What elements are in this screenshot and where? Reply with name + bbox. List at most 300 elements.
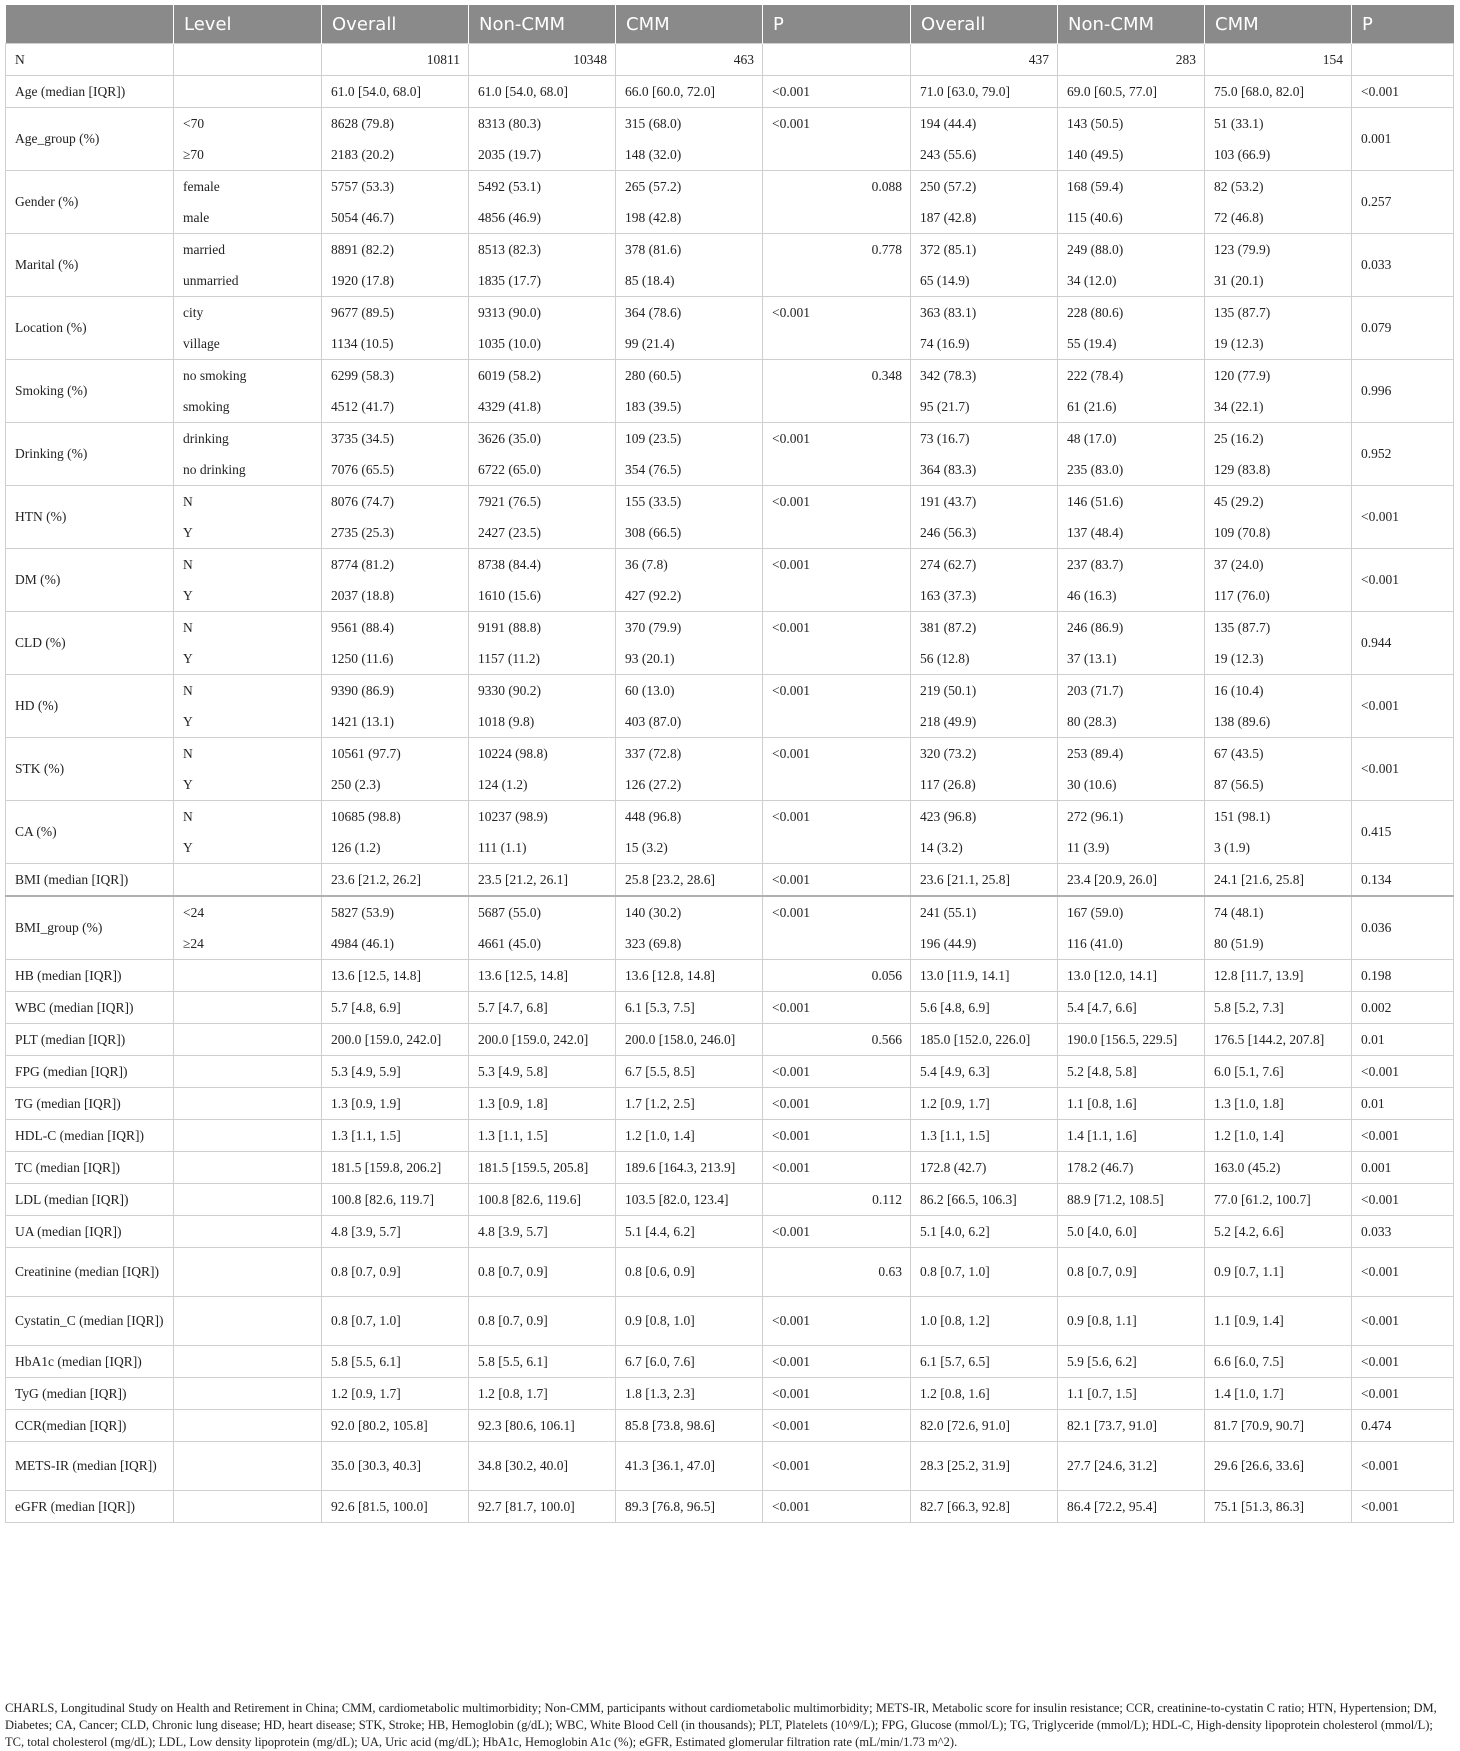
value-cell: 5.4 [4.9, 6.3] [911,1056,1058,1088]
table-row [6,360,1454,392]
value-cell: 86.4 [72.2, 95.4] [1058,1491,1205,1523]
p-value-cell: 0.198 [1352,960,1454,992]
value-cell: 6722 (65.0) [469,454,616,486]
value-cell: 237 (83.7) [1058,549,1205,581]
variable-label: Age (median [IQR]) [6,76,174,108]
value-cell: 124 (1.2) [469,769,616,801]
variable-label: Location (%) [6,297,174,360]
level-cell [174,1152,322,1184]
value-cell: 56 (12.8) [911,643,1058,675]
p-value-cell: <0.001 [763,896,911,928]
level-cell: no smoking [174,360,322,392]
value-cell: 191 (43.7) [911,486,1058,518]
p-value-cell: <0.001 [763,423,911,455]
variable-label: BMI (median [IQR]) [6,864,174,897]
p-value-cell: <0.001 [763,1297,911,1346]
value-cell: 82.7 [66.3, 92.8] [911,1491,1058,1523]
value-cell: 5.6 [4.8, 6.9] [911,992,1058,1024]
value-cell: 1920 (17.8) [322,265,469,297]
value-cell: 28.3 [25.2, 31.9] [911,1442,1058,1491]
table-row [6,1088,1454,1120]
column-header: CMM [1205,5,1352,44]
value-cell: 1250 (11.6) [322,643,469,675]
value-cell: 0.8 [0.7, 1.0] [911,1248,1058,1297]
value-cell: 1.3 [1.0, 1.8] [1205,1088,1352,1120]
variable-label: TG (median [IQR]) [6,1088,174,1120]
value-cell: 37 (13.1) [1058,643,1205,675]
p-value-cell [763,328,911,360]
value-cell: 9313 (90.0) [469,297,616,329]
value-cell: 11 (3.9) [1058,832,1205,864]
table-row [6,1297,1454,1346]
variable-label: Gender (%) [6,171,174,234]
value-cell: 117 (76.0) [1205,580,1352,612]
variable-label: Drinking (%) [6,423,174,486]
table-row [6,992,1454,1024]
value-cell: 5.2 [4.2, 6.6] [1205,1216,1352,1248]
value-cell: 167 (59.0) [1058,896,1205,928]
value-cell: 140 (49.5) [1058,139,1205,171]
p-value-cell: <0.001 [763,864,911,897]
table-row [6,1024,1454,1056]
value-cell: 151 (98.1) [1205,801,1352,833]
p-value-cell [763,832,911,864]
value-cell: 1.3 [1.1, 1.5] [469,1120,616,1152]
value-cell: 82.1 [73.7, 91.0] [1058,1410,1205,1442]
value-cell: 1.8 [1.3, 2.3] [616,1378,763,1410]
value-cell: 1.3 [1.1, 1.5] [911,1120,1058,1152]
value-cell: 155 (33.5) [616,486,763,518]
p-value-cell [763,769,911,801]
table-row [6,1216,1454,1248]
table-row [6,234,1454,266]
table-row [6,896,1454,928]
variable-label: DM (%) [6,549,174,612]
value-cell: 6.6 [6.0, 7.5] [1205,1346,1352,1378]
variable-label: FPG (median [IQR]) [6,1056,174,1088]
table-row [6,1248,1454,1297]
value-cell: 100.8 [82.6, 119.6] [469,1184,616,1216]
value-cell: 2037 (18.8) [322,580,469,612]
value-cell: 280 (60.5) [616,360,763,392]
column-header: P [1352,5,1454,44]
value-cell: 123 (79.9) [1205,234,1352,266]
value-cell: 272 (96.1) [1058,801,1205,833]
p-value-cell: 0.001 [1352,1152,1454,1184]
table-header-row [6,5,1454,44]
value-cell: 0.8 [0.7, 0.9] [1058,1248,1205,1297]
value-cell: 2427 (23.5) [469,517,616,549]
value-cell: 23.5 [21.2, 26.1] [469,864,616,897]
value-cell: 3626 (35.0) [469,423,616,455]
value-cell: 5.8 [5.5, 6.1] [322,1346,469,1378]
value-cell: 1.0 [0.8, 1.2] [911,1297,1058,1346]
value-cell: 163 (37.3) [911,580,1058,612]
value-cell: 2035 (19.7) [469,139,616,171]
level-cell: drinking [174,423,322,455]
variable-label: HbA1c (median [IQR]) [6,1346,174,1378]
variable-label: PLT (median [IQR]) [6,1024,174,1056]
value-cell: 253 (89.4) [1058,738,1205,770]
value-cell: 4512 (41.7) [322,391,469,423]
value-cell: 109 (23.5) [616,423,763,455]
value-cell: 5.8 [5.5, 6.1] [469,1346,616,1378]
p-value-cell [763,706,911,738]
variable-label: TyG (median [IQR]) [6,1378,174,1410]
value-cell: 1.2 [0.8, 1.6] [911,1378,1058,1410]
value-cell: 13.0 [12.0, 14.1] [1058,960,1205,992]
value-cell: 73 (16.7) [911,423,1058,455]
p-value-cell [1352,44,1454,76]
value-cell: 323 (69.8) [616,928,763,960]
p-value-cell: <0.001 [1352,1378,1454,1410]
table-row [6,675,1454,707]
p-value-cell: <0.001 [763,612,911,644]
value-cell: 10348 [469,44,616,76]
value-cell: 0.9 [0.8, 1.1] [1058,1297,1205,1346]
level-cell [174,1410,322,1442]
value-cell: 87 (56.5) [1205,769,1352,801]
variable-label: METS-IR (median [IQR]) [6,1442,174,1491]
column-header: Non-CMM [469,5,616,44]
p-value-cell [763,265,911,297]
value-cell: 249 (88.0) [1058,234,1205,266]
table-row [6,391,1454,423]
value-cell: 29.6 [26.6, 33.6] [1205,1442,1352,1491]
value-cell: 1835 (17.7) [469,265,616,297]
value-cell: 109 (70.8) [1205,517,1352,549]
value-cell: 4984 (46.1) [322,928,469,960]
p-value-cell: <0.001 [763,1346,911,1378]
value-cell: 6.7 [5.5, 8.5] [616,1056,763,1088]
p-value-cell: <0.001 [763,801,911,833]
value-cell: 81.7 [70.9, 90.7] [1205,1410,1352,1442]
value-cell: 74 (48.1) [1205,896,1352,928]
p-value-cell: 0.079 [1352,297,1454,360]
table-row [6,297,1454,329]
p-value-cell: <0.001 [763,1056,911,1088]
value-cell: 163.0 (45.2) [1205,1152,1352,1184]
p-value-cell: <0.001 [1352,1491,1454,1523]
value-cell: 126 (27.2) [616,769,763,801]
value-cell: 198 (42.8) [616,202,763,234]
value-cell: 181.5 [159.8, 206.2] [322,1152,469,1184]
value-cell: 200.0 [159.0, 242.0] [322,1024,469,1056]
value-cell: 5827 (53.9) [322,896,469,928]
variable-label: HTN (%) [6,486,174,549]
value-cell: 140 (30.2) [616,896,763,928]
value-cell: 3735 (34.5) [322,423,469,455]
table-row [6,928,1454,960]
value-cell: 34.8 [30.2, 40.0] [469,1442,616,1491]
p-value-cell: <0.001 [1352,1297,1454,1346]
value-cell: 283 [1058,44,1205,76]
level-cell [174,864,322,897]
value-cell: 117 (26.8) [911,769,1058,801]
value-cell: 178.2 (46.7) [1058,1152,1205,1184]
value-cell: 6.1 [5.7, 6.5] [911,1346,1058,1378]
value-cell: 1035 (10.0) [469,328,616,360]
table-row [6,1442,1454,1491]
value-cell: 6019 (58.2) [469,360,616,392]
table-row [6,706,1454,738]
value-cell: 5.4 [4.7, 6.6] [1058,992,1205,1024]
value-cell: 5.3 [4.9, 5.9] [322,1056,469,1088]
value-cell: 203 (71.7) [1058,675,1205,707]
value-cell: 172.8 (42.7) [911,1152,1058,1184]
value-cell: 71.0 [63.0, 79.0] [911,76,1058,108]
value-cell: 143 (50.5) [1058,108,1205,140]
p-value-cell: <0.001 [1352,1248,1454,1297]
value-cell: 5.9 [5.6, 6.2] [1058,1346,1205,1378]
value-cell: 103 (66.9) [1205,139,1352,171]
level-cell: Y [174,769,322,801]
p-value-cell: 0.134 [1352,864,1454,897]
value-cell: 1018 (9.8) [469,706,616,738]
value-cell: 31 (20.1) [1205,265,1352,297]
p-value-cell: 0.415 [1352,801,1454,864]
value-cell: 1.3 [1.1, 1.5] [322,1120,469,1152]
value-cell: 235 (83.0) [1058,454,1205,486]
level-cell: N [174,549,322,581]
value-cell: 69.0 [60.5, 77.0] [1058,76,1205,108]
value-cell: 246 (56.3) [911,517,1058,549]
variable-label: Creatinine (median [IQR]) [6,1248,174,1297]
p-value-cell: <0.001 [763,1491,911,1523]
p-value-cell: 0.036 [1352,896,1454,960]
p-value-cell: <0.001 [763,992,911,1024]
p-value-cell: 0.01 [1352,1024,1454,1056]
variable-label: TC (median [IQR]) [6,1152,174,1184]
value-cell: 8313 (80.3) [469,108,616,140]
value-cell: 148 (32.0) [616,139,763,171]
value-cell: 5.2 [4.8, 5.8] [1058,1056,1205,1088]
level-cell: village [174,328,322,360]
value-cell: 372 (85.1) [911,234,1058,266]
value-cell: 0.8 [0.7, 1.0] [322,1297,469,1346]
value-cell: 250 (2.3) [322,769,469,801]
value-cell: 6299 (58.3) [322,360,469,392]
p-value-cell [763,391,911,423]
level-cell: smoking [174,391,322,423]
value-cell: 67 (43.5) [1205,738,1352,770]
level-cell: N [174,675,322,707]
table-row [6,454,1454,486]
value-cell: 190.0 [156.5, 229.5] [1058,1024,1205,1056]
p-value-cell: 0.002 [1352,992,1454,1024]
table-row [6,801,1454,833]
value-cell: 354 (76.5) [616,454,763,486]
value-cell: 95 (21.7) [911,391,1058,423]
p-value-cell: <0.001 [1352,1120,1454,1152]
p-value-cell: <0.001 [763,1442,911,1491]
p-value-cell: <0.001 [763,1410,911,1442]
value-cell: 9561 (88.4) [322,612,469,644]
value-cell: 61 (21.6) [1058,391,1205,423]
value-cell: 9330 (90.2) [469,675,616,707]
value-cell: 1.2 [0.8, 1.7] [469,1378,616,1410]
value-cell: 0.8 [0.6, 0.9] [616,1248,763,1297]
variable-label: Smoking (%) [6,360,174,423]
value-cell: 74 (16.9) [911,328,1058,360]
value-cell: 24.1 [21.6, 25.8] [1205,864,1352,897]
p-value-cell: 0.348 [763,360,911,392]
p-value-cell: <0.001 [1352,1442,1454,1491]
value-cell: 66.0 [60.0, 72.0] [616,76,763,108]
value-cell: 8891 (82.2) [322,234,469,266]
level-cell [174,44,322,76]
value-cell: 85 (18.4) [616,265,763,297]
level-cell: no drinking [174,454,322,486]
p-value-cell: 0.088 [763,171,911,203]
level-cell: married [174,234,322,266]
value-cell: 427 (92.2) [616,580,763,612]
level-cell: N [174,738,322,770]
table-row [6,769,1454,801]
p-value-cell: <0.001 [1352,738,1454,801]
level-cell: N [174,801,322,833]
value-cell: 9191 (88.8) [469,612,616,644]
value-cell: 168 (59.4) [1058,171,1205,203]
value-cell: 265 (57.2) [616,171,763,203]
value-cell: 111 (1.1) [469,832,616,864]
table-container [5,5,1453,1523]
variable-label: CLD (%) [6,612,174,675]
value-cell: 10561 (97.7) [322,738,469,770]
level-cell: unmarried [174,265,322,297]
p-value-cell: <0.001 [763,76,911,108]
value-cell: 5.3 [4.9, 5.8] [469,1056,616,1088]
table-row [6,44,1454,76]
table-row [6,76,1454,108]
p-value-cell [763,928,911,960]
value-cell: 250 (57.2) [911,171,1058,203]
p-value-cell: 0.778 [763,234,911,266]
p-value-cell [763,643,911,675]
value-cell: 4856 (46.9) [469,202,616,234]
p-value-cell: <0.001 [763,1378,911,1410]
column-header: Level [174,5,322,44]
table-row [6,1491,1454,1523]
value-cell: 308 (66.5) [616,517,763,549]
level-cell [174,1491,322,1523]
value-cell: 23.6 [21.2, 26.2] [322,864,469,897]
level-cell: Y [174,580,322,612]
level-cell: N [174,486,322,518]
value-cell: 342 (78.3) [911,360,1058,392]
value-cell: 370 (79.9) [616,612,763,644]
value-cell: 463 [616,44,763,76]
p-value-cell [763,139,911,171]
value-cell: 1.2 [1.0, 1.4] [616,1120,763,1152]
value-cell: 129 (83.8) [1205,454,1352,486]
table-row [6,328,1454,360]
value-cell: 15 (3.2) [616,832,763,864]
value-cell: 8628 (79.8) [322,108,469,140]
value-cell: 86.2 [66.5, 106.3] [911,1184,1058,1216]
value-cell: 60 (13.0) [616,675,763,707]
value-cell: 243 (55.6) [911,139,1058,171]
value-cell: 61.0 [54.0, 68.0] [322,76,469,108]
value-cell: 1.3 [0.9, 1.9] [322,1088,469,1120]
value-cell: 103.5 [82.0, 123.4] [616,1184,763,1216]
level-cell: Y [174,706,322,738]
value-cell: 85.8 [73.8, 98.6] [616,1410,763,1442]
value-cell: 34 (12.0) [1058,265,1205,297]
column-header: P [763,5,911,44]
value-cell: 19 (12.3) [1205,643,1352,675]
value-cell: 92.7 [81.7, 100.0] [469,1491,616,1523]
variable-label: HDL-C (median [IQR]) [6,1120,174,1152]
table-row [6,549,1454,581]
table-row [6,1410,1454,1442]
value-cell: 13.0 [11.9, 14.1] [911,960,1058,992]
p-value-cell: <0.001 [763,1088,911,1120]
value-cell: 120 (77.9) [1205,360,1352,392]
value-cell: 12.8 [11.7, 13.9] [1205,960,1352,992]
value-cell: 99 (21.4) [616,328,763,360]
table-row [6,832,1454,864]
value-cell: 146 (51.6) [1058,486,1205,518]
p-value-cell: <0.001 [1352,1056,1454,1088]
variable-label: Cystatin_C (median [IQR]) [6,1297,174,1346]
value-cell: 137 (48.4) [1058,517,1205,549]
value-cell: 176.5 [144.2, 207.8] [1205,1024,1352,1056]
value-cell: 0.9 [0.7, 1.1] [1205,1248,1352,1297]
level-cell [174,1442,322,1491]
level-cell [174,1248,322,1297]
value-cell: 9390 (86.9) [322,675,469,707]
column-header [6,5,174,44]
value-cell: 196 (44.9) [911,928,1058,960]
level-cell: <24 [174,896,322,928]
value-cell: 135 (87.7) [1205,297,1352,329]
value-cell: 6.0 [5.1, 7.6] [1205,1056,1352,1088]
p-value-cell: <0.001 [763,1152,911,1184]
value-cell: 363 (83.1) [911,297,1058,329]
value-cell: 41.3 [36.1, 47.0] [616,1442,763,1491]
value-cell: 126 (1.2) [322,832,469,864]
table-row [6,643,1454,675]
value-cell: 5492 (53.1) [469,171,616,203]
p-value-cell: 0.112 [763,1184,911,1216]
value-cell: 5687 (55.0) [469,896,616,928]
value-cell: 185.0 [152.0, 226.0] [911,1024,1058,1056]
value-cell: 403 (87.0) [616,706,763,738]
value-cell: 116 (41.0) [1058,928,1205,960]
value-cell: 3 (1.9) [1205,832,1352,864]
p-value-cell: 0.996 [1352,360,1454,423]
p-value-cell: <0.001 [1352,549,1454,612]
level-cell [174,992,322,1024]
p-value-cell: <0.001 [763,675,911,707]
variable-label: STK (%) [6,738,174,801]
level-cell: Y [174,832,322,864]
p-value-cell [763,517,911,549]
level-cell [174,1024,322,1056]
value-cell: 8774 (81.2) [322,549,469,581]
value-cell: 55 (19.4) [1058,328,1205,360]
value-cell: 5.7 [4.7, 6.8] [469,992,616,1024]
value-cell: 10685 (98.8) [322,801,469,833]
level-cell [174,1346,322,1378]
level-cell: male [174,202,322,234]
level-cell [174,1184,322,1216]
value-cell: 4.8 [3.9, 5.7] [469,1216,616,1248]
value-cell: 100.8 [82.6, 119.7] [322,1184,469,1216]
value-cell: 1.1 [0.9, 1.4] [1205,1297,1352,1346]
level-cell [174,1120,322,1152]
